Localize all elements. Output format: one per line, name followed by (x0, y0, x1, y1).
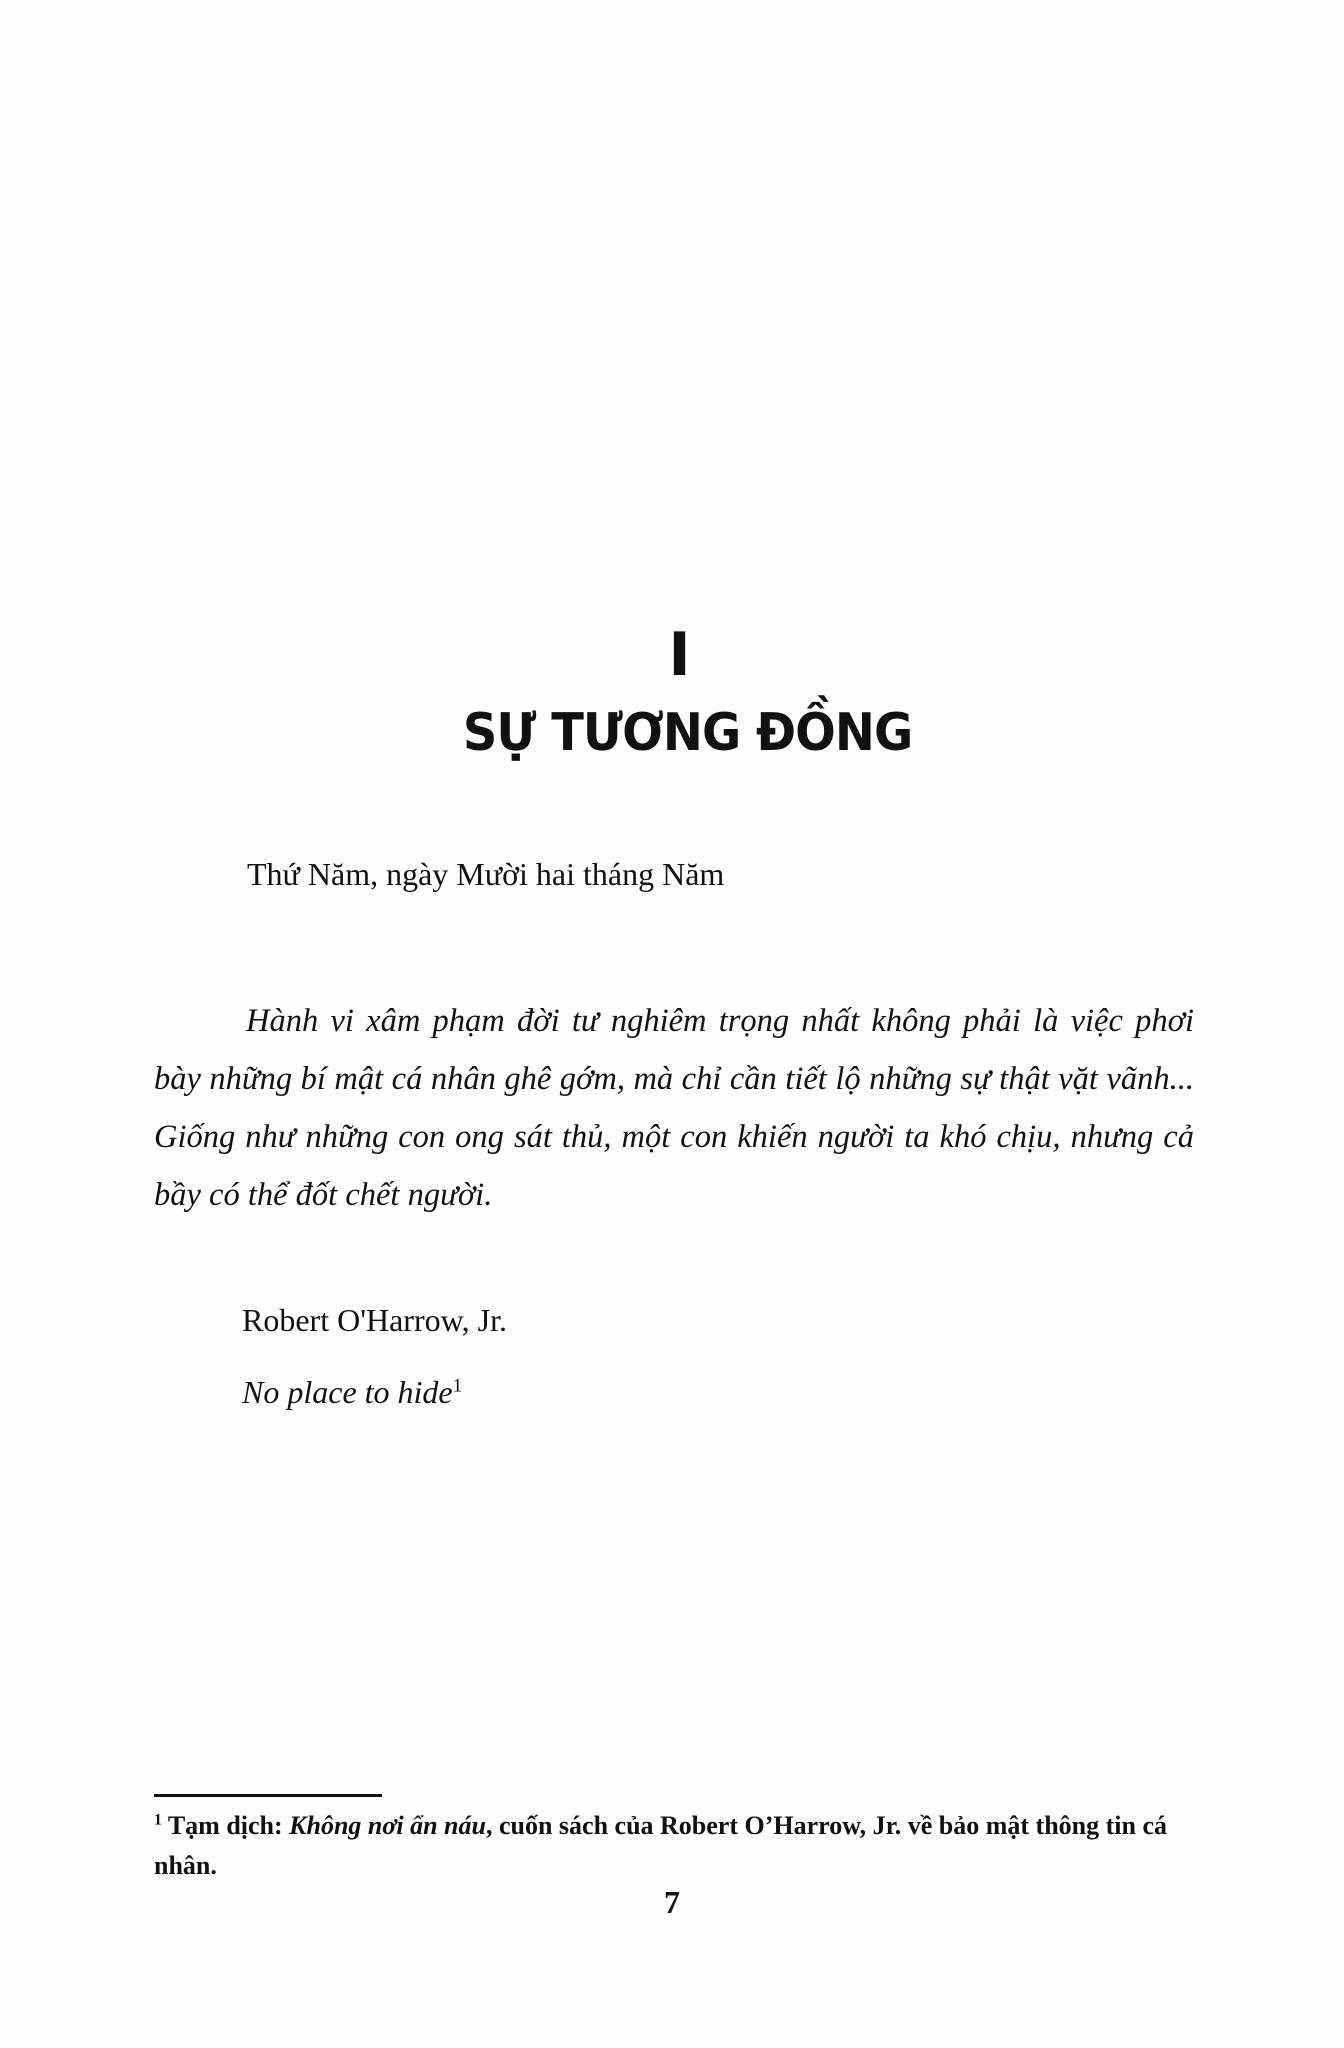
footnote-marker: 1 (154, 1811, 162, 1829)
footnote-book-title: Không nơi ẩn náu (289, 1811, 486, 1840)
epigraph-quote: Hành vi xâm phạm đời tư nghiêm trọng nhất không phải là việc phơi bày những bí mật cá nhân ghê gớm, mà chỉ cần tiết lộ những sự thật vặt vãnh... Giống như những con ong sát thủ, một con khiến người ta khó chịu, nhưng cả bầy có thể đốt chết người. (154, 1003, 1194, 1213)
footnote-text: , cuốn sách của Robert O’Harrow, Jr. về bảo mật thông tin cá nhân. (154, 1811, 1167, 1880)
chapter-number: I (668, 620, 692, 690)
footnote-reference: 1 (452, 1375, 463, 1397)
quote-author: Robert O'Harrow, Jr. (242, 1302, 507, 1338)
footnote-prefix: Tạm dịch: (167, 1811, 290, 1840)
footnote-divider (154, 1794, 382, 1797)
date-line: Thứ Năm, ngày Mười hai tháng Năm (247, 856, 725, 892)
footnote (154, 1806, 1200, 1886)
page-number: 7 (664, 1884, 680, 1920)
quote-source (242, 1370, 462, 1414)
chapter-title: SỰ TƯƠNG ĐỒNG (462, 703, 913, 763)
quote-source-title: No place to hide (242, 1374, 453, 1410)
